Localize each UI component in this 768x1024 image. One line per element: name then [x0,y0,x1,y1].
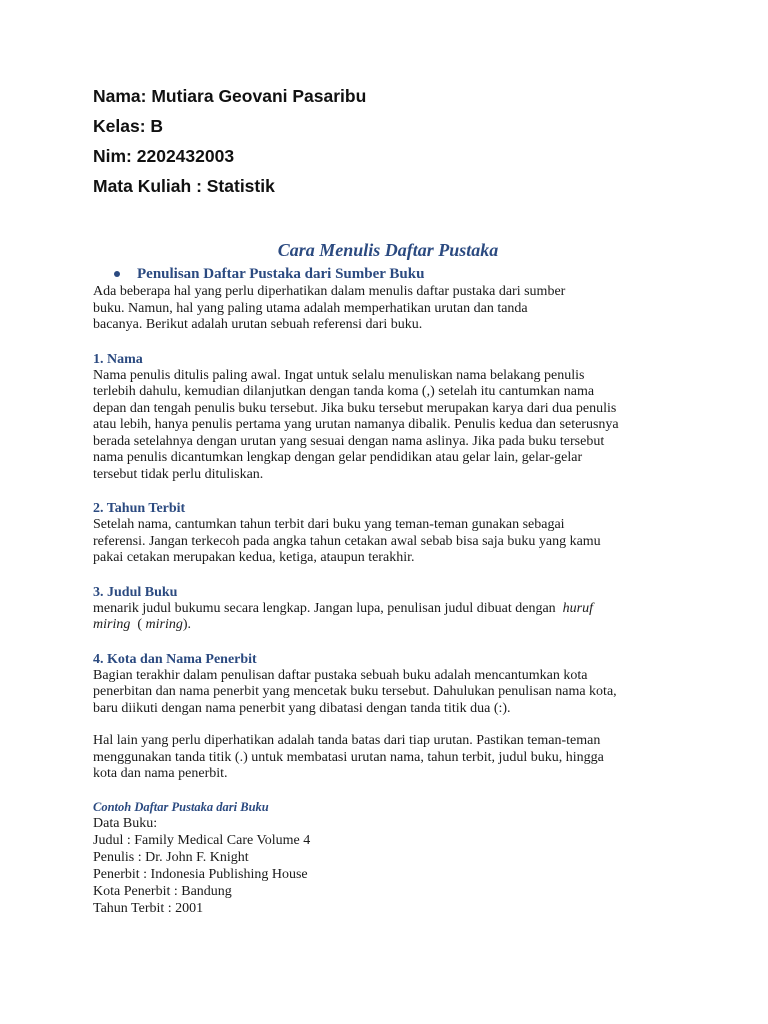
bullet-icon [114,271,120,277]
text-line: bacanya. Berikut adalah urutan sebuah referensi dari buku. [93,317,423,332]
text-line: terlebih dahulu, kemudian dilanjutkan dengan tanda koma (,) setelah itu cantumkan nama [93,384,595,399]
italic-text: miring [93,617,131,632]
text-run: ( [137,617,143,632]
text-line: berada setelahnya dengan urutan yang sesuai dengan nama aslinya. Jika pada buku tersebut [93,433,605,449]
example-title: Contoh Daftar Pustaka dari Buku [93,799,269,814]
student-id: Nim: 2202432003 [93,146,235,166]
text-line: kota dan nama penerbit. [93,766,228,781]
course-name: Mata Kuliah : Statistik [93,176,275,196]
section-paragraph-judul-buku [93,601,673,634]
section-heading-judul-buku: 3. Judul Buku [93,584,178,600]
italic-text: huruf [562,600,593,616]
italic-text: miring [145,617,183,632]
example-line: Tahun Terbit : 2001 [93,900,204,916]
text-line: tersebut tidak perlu dituliskan. [93,466,264,482]
text-run: ). [182,617,192,632]
bullet-text: Penulisan Daftar Pustaka dari Sumber Buku [137,266,425,282]
section-heading-tahun-terbit: 2. Tahun Terbit [93,501,186,516]
bullet-item [93,264,673,284]
intro-paragraph [93,284,673,334]
text-line: Nama penulis ditulis paling awal. Ingat untuk selalu menuliskan nama belakang penulis [93,367,585,383]
example-line: Judul : Family Medical Care Volume 4 [93,832,311,848]
text-line: depan dan tengah penulis buku tersebut. Jika buku tersebut merupakan karya dari dua penulis [93,400,617,416]
text-line: pakai cetakan merupakan kedua, ketiga, ataupun terakhir. [93,550,415,565]
text-line: Setelah nama, cantumkan tahun terbit dari buku yang teman-teman gunakan sebagai [93,517,565,532]
text-line: menggunakan tanda titik (.) untuk membatasi urutan nama, tahun terbit, judul buku, hingga [93,749,604,765]
text-line [93,601,673,618]
text-line: Hal lain yang perlu diperhatikan adalah tanda batas dari tiap urutan. Pastikan teman-teman [93,733,601,748]
text-line: penerbitan dan nama penerbit yang mencetak buku tersebut. Dahulukan penulisan nama kota, [93,684,617,699]
section-paragraph-tahun-terbit [93,517,673,567]
section-heading-nama: 1. Nama [93,351,143,367]
student-name: Nama: Mutiara Geovani Pasaribu [93,86,367,106]
example-line: Data Buku: [93,815,158,831]
example-line: Penerbit : Indonesia Publishing House [93,866,308,882]
example-line: Kota Penerbit : Bandung [93,883,232,899]
text-line: baru diikuti dengan nama penerbit yang dibatasi dengan tanda titik dua (:). [93,700,511,716]
document-title: Cara Menulis Daftar Pustaka [277,240,499,260]
example-line: Penulis : Dr. John F. Knight [93,849,249,865]
student-class: Kelas: B [93,116,164,136]
text-line: Ada beberapa hal yang perlu diperhatikan dalam menulis daftar pustaka dari sumber [93,284,566,299]
section-paragraph-kota-penerbit [93,668,673,718]
text-run: menarik judul bukumu secara lengkap. Jangan lupa, penulisan judul dibuat dengan [93,600,556,616]
text-line: referensi. Jangan terkecoh pada angka tahun cetakan awal sebab bisa saja buku yang kamu [93,533,601,549]
text-line [93,617,673,634]
note-paragraph [93,733,673,783]
section-heading-kota-penerbit: 4. Kota dan Nama Penerbit [93,651,257,667]
text-line: nama penulis dicantumkan lengkap dengan gelar pendidikan atau gelar lain, gelar-gelar [93,450,583,465]
section-paragraph-nama [93,368,673,484]
document-page [93,86,673,917]
text-line: buku. Namun, hal yang paling utama adalah memperhatikan urutan dan tanda [93,300,528,316]
text-line: atau lebih, hanya penulis pertama yang urutan namanya dibalik. Penulis kedua dan seterusnya [93,417,619,432]
text-line: Bagian terakhir dalam penulisan daftar pustaka sebuah buku adalah mencantumkan kota [93,667,588,683]
